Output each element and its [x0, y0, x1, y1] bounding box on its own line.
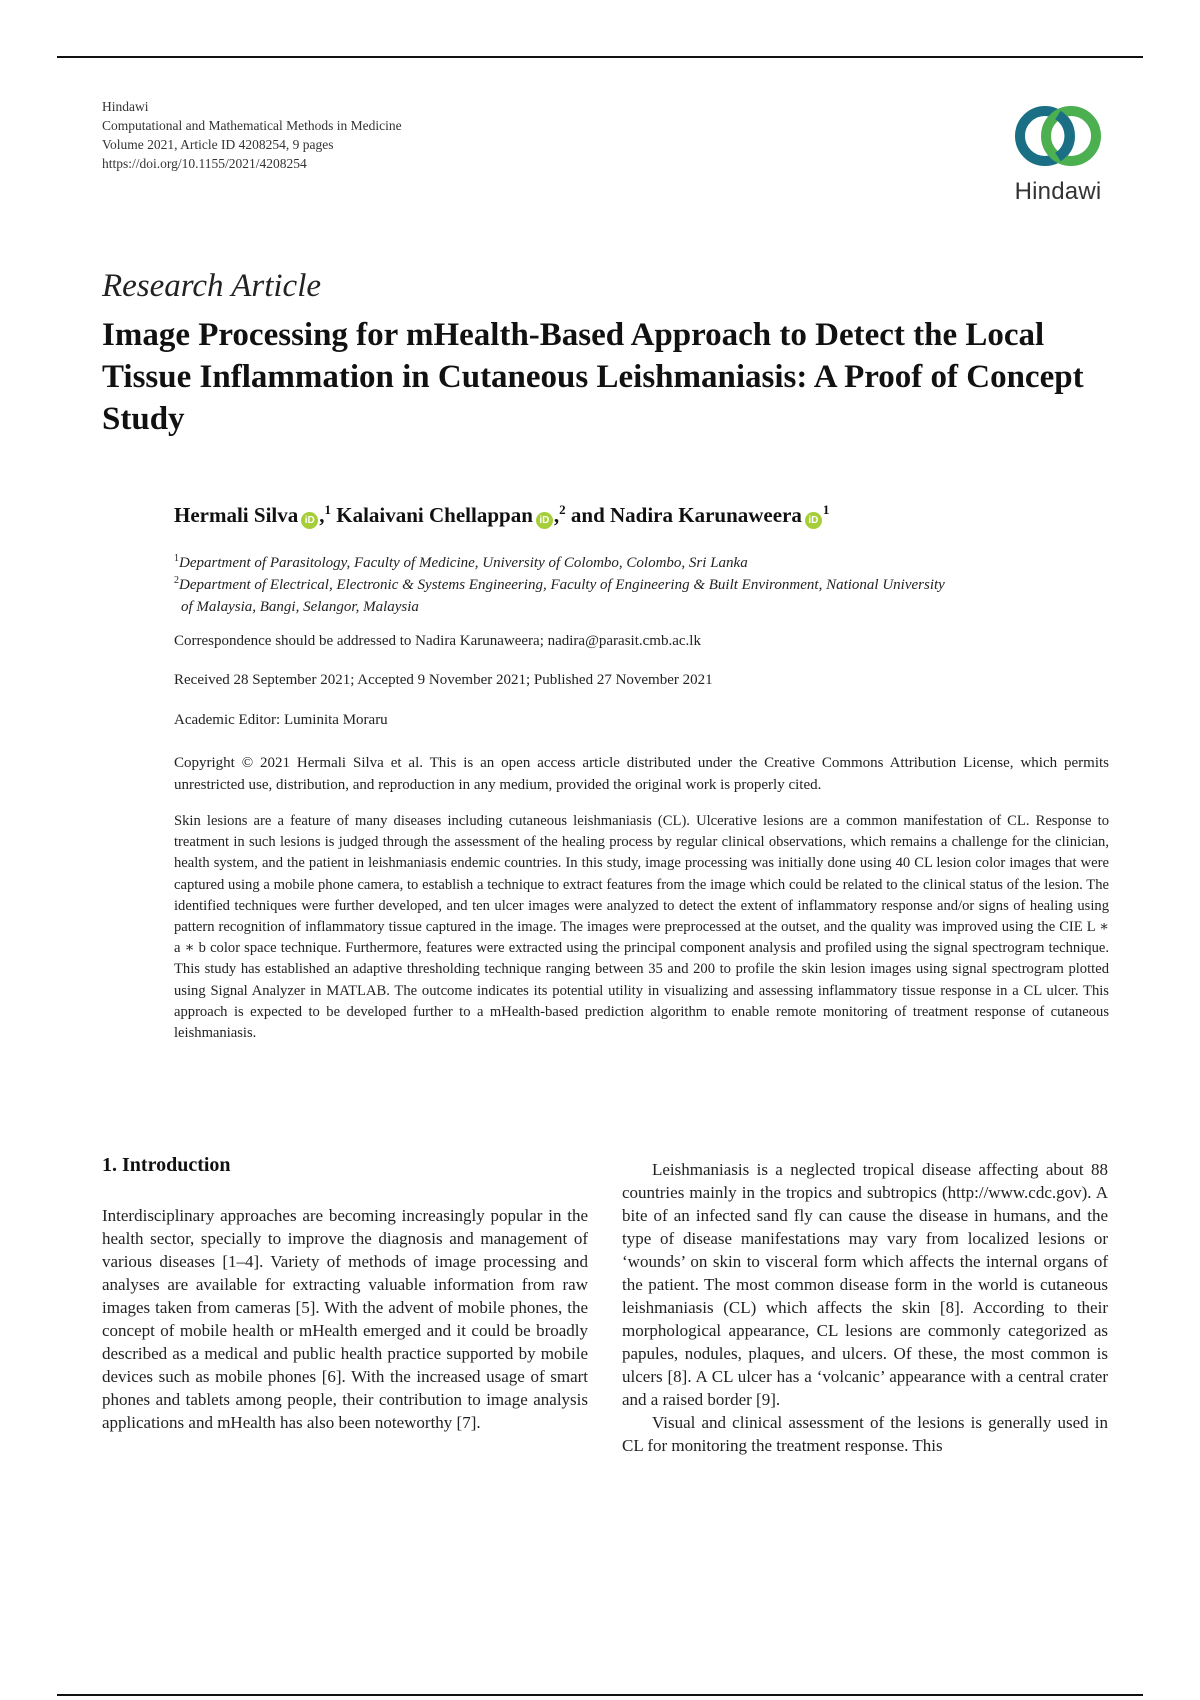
hindawi-rings-icon: [1013, 96, 1103, 176]
hindawi-logo: [1003, 96, 1113, 208]
orcid-icon[interactable]: iD: [805, 512, 822, 529]
orcid-icon[interactable]: iD: [301, 512, 318, 529]
affiliation-ref: 1: [822, 502, 830, 517]
right-column: [622, 1158, 1108, 1457]
paragraph: Visual and clinical assessment of the lesions is generally used in CL for monitoring the treatment response. This: [622, 1413, 1108, 1455]
top-rule: [57, 56, 1143, 58]
journal-name: Computational and Mathematical Methods in Medicine: [102, 118, 402, 133]
correspondence: Correspondence should be addressed to Nadira Karunaweera; nadira@parasit.cmb.ac.lk: [174, 633, 701, 649]
author-name[interactable]: Kalaivani Chellappan: [336, 503, 533, 527]
authors-joiner: and: [570, 503, 605, 527]
author-list: Hermali Silva iD ,$^1$ Kalaivani Chellappan iD ,$^2$ and Nadira Karunaweera $iD^1$: [174, 502, 830, 527]
publication-dates: Received 28 September 2021; Accepted 9 November 2021; Published 27 November 2021: [174, 672, 713, 688]
publisher-name: Hindawi: [102, 99, 149, 114]
affiliation-ref: 1: [324, 502, 331, 517]
article-type: Research Article: [102, 268, 322, 304]
bottom-rule: [57, 1694, 1143, 1696]
author-name[interactable]: Nadira Karunaweera: [610, 503, 802, 527]
paragraph: Leishmaniasis is a neglected tropical disease affecting about 88 countries mainly in the tropics and subtropics (http://www.cdc.gov). A bite of an infected sand fly can cause the disease in humans, and the type of disease manifestations may vary from localized lesions or ‘wounds’ on skin to visceral form which affects the internal organs of the patient. The most common disease form in the world is cutaneous leishmaniasis (CL) which affects the skin [8]. According to their morphological appearance, CL lesions are commonly categorized as papules, nodules, plaques, and ulcers. Of these, the most common is ulcers [8]. A CL ulcer has a ‘volcanic’ appearance with a central crater and a raised border [9].: [622, 1160, 1108, 1409]
copyright-notice: Copyright © 2021 Hermali Silva et al. This is an open access article distributed under the Creative Commons Attribution License, which permits unrestricted use, distribution, and reproduction in any medium, provided the original work is properly cited.: [174, 755, 1109, 793]
journal-info: [102, 97, 402, 173]
doi-link[interactable]: https://doi.org/10.1155/2021/4208254: [102, 156, 307, 171]
affiliation-ref: 2: [559, 502, 566, 517]
paper-title: Image Processing for mHealth-Based Approach to Detect the Local Tissue Inflammation in Cutaneous Leishmaniasis: A Proof of Concept Study: [102, 317, 1084, 437]
left-column: [102, 1204, 588, 1434]
abstract: Skin lesions are a feature of many diseases including cutaneous leishmaniasis (CL). Ulcerative lesions are a common manifestation of CL. Response to treatment in such lesions is judged through the assessment of the healing process by regular clinical observations, which remains a challenge for the clinician, health system, and the patient in leishmaniasis endemic countries. In this study, image processing was initially done using 40 CL lesion color images that were captured using a mobile phone camera, to establish a technique to extract features from the image which could be related to the clinical status of the lesion. The identified techniques were further developed, and ten ulcer images were analyzed to detect the extent of inflammatory response and/or signs of healing using pattern recognition of inflammatory tissue captured in the image. The images were preprocessed at the outset, and the quality was improved using the CIE L ∗ a ∗ b color space technique. Furthermore, features were extracted using the principal component analysis and profiled using the signal spectrogram technique. This study has established an adaptive thresholding technique ranging between 35 and 200 to profile the skin lesion images using signal spectrogram plotted using Signal Analyzer in MATLAB. The outcome indicates its potential utility in visualizing and assessing inflammatory tissue response in a CL ulcer. This approach is expected to be developed further to a mHealth-based prediction algorithm to enable remote monitoring of treatment response of cutaneous leishmaniasis.: [174, 813, 1109, 1042]
affiliation: $^2$Department of Electrical, Electronic & Systems Engineering, Faculty of Engineering & Built Environment, National University of Malaysia, Bangi, Selangor, Malaysia: [174, 575, 945, 615]
affiliation: $^1$Department of Parasitology, Faculty of Medicine, University of Colombo, Colombo, Sri Lanka: [174, 553, 748, 571]
volume-line: Volume 2021, Article ID 4208254, 9 pages: [102, 137, 334, 152]
hindawi-wordmark: Hindawi: [1014, 178, 1102, 205]
orcid-icon[interactable]: iD: [536, 512, 553, 529]
section-heading: 1. Introduction: [102, 1154, 231, 1176]
author-name[interactable]: Hermali Silva: [174, 503, 299, 527]
paragraph: Interdisciplinary approaches are becoming increasingly popular in the health sector, specially to improve the diagnosis and management of various diseases [1–4]. Variety of methods of image processing and analyses are available for extracting valuable information from raw images taken from cameras [5]. With the advent of mobile phones, the concept of mobile health or mHealth emerged and it could be broadly described as a medical and public health practice supported by mobile devices such as mobile phones [6]. With the increased usage of smart phones and tablets among people, their contribution to image analysis applications and mHealth has also been noteworthy [7].: [102, 1206, 588, 1432]
academic-editor: Academic Editor: Luminita Moraru: [174, 712, 388, 728]
